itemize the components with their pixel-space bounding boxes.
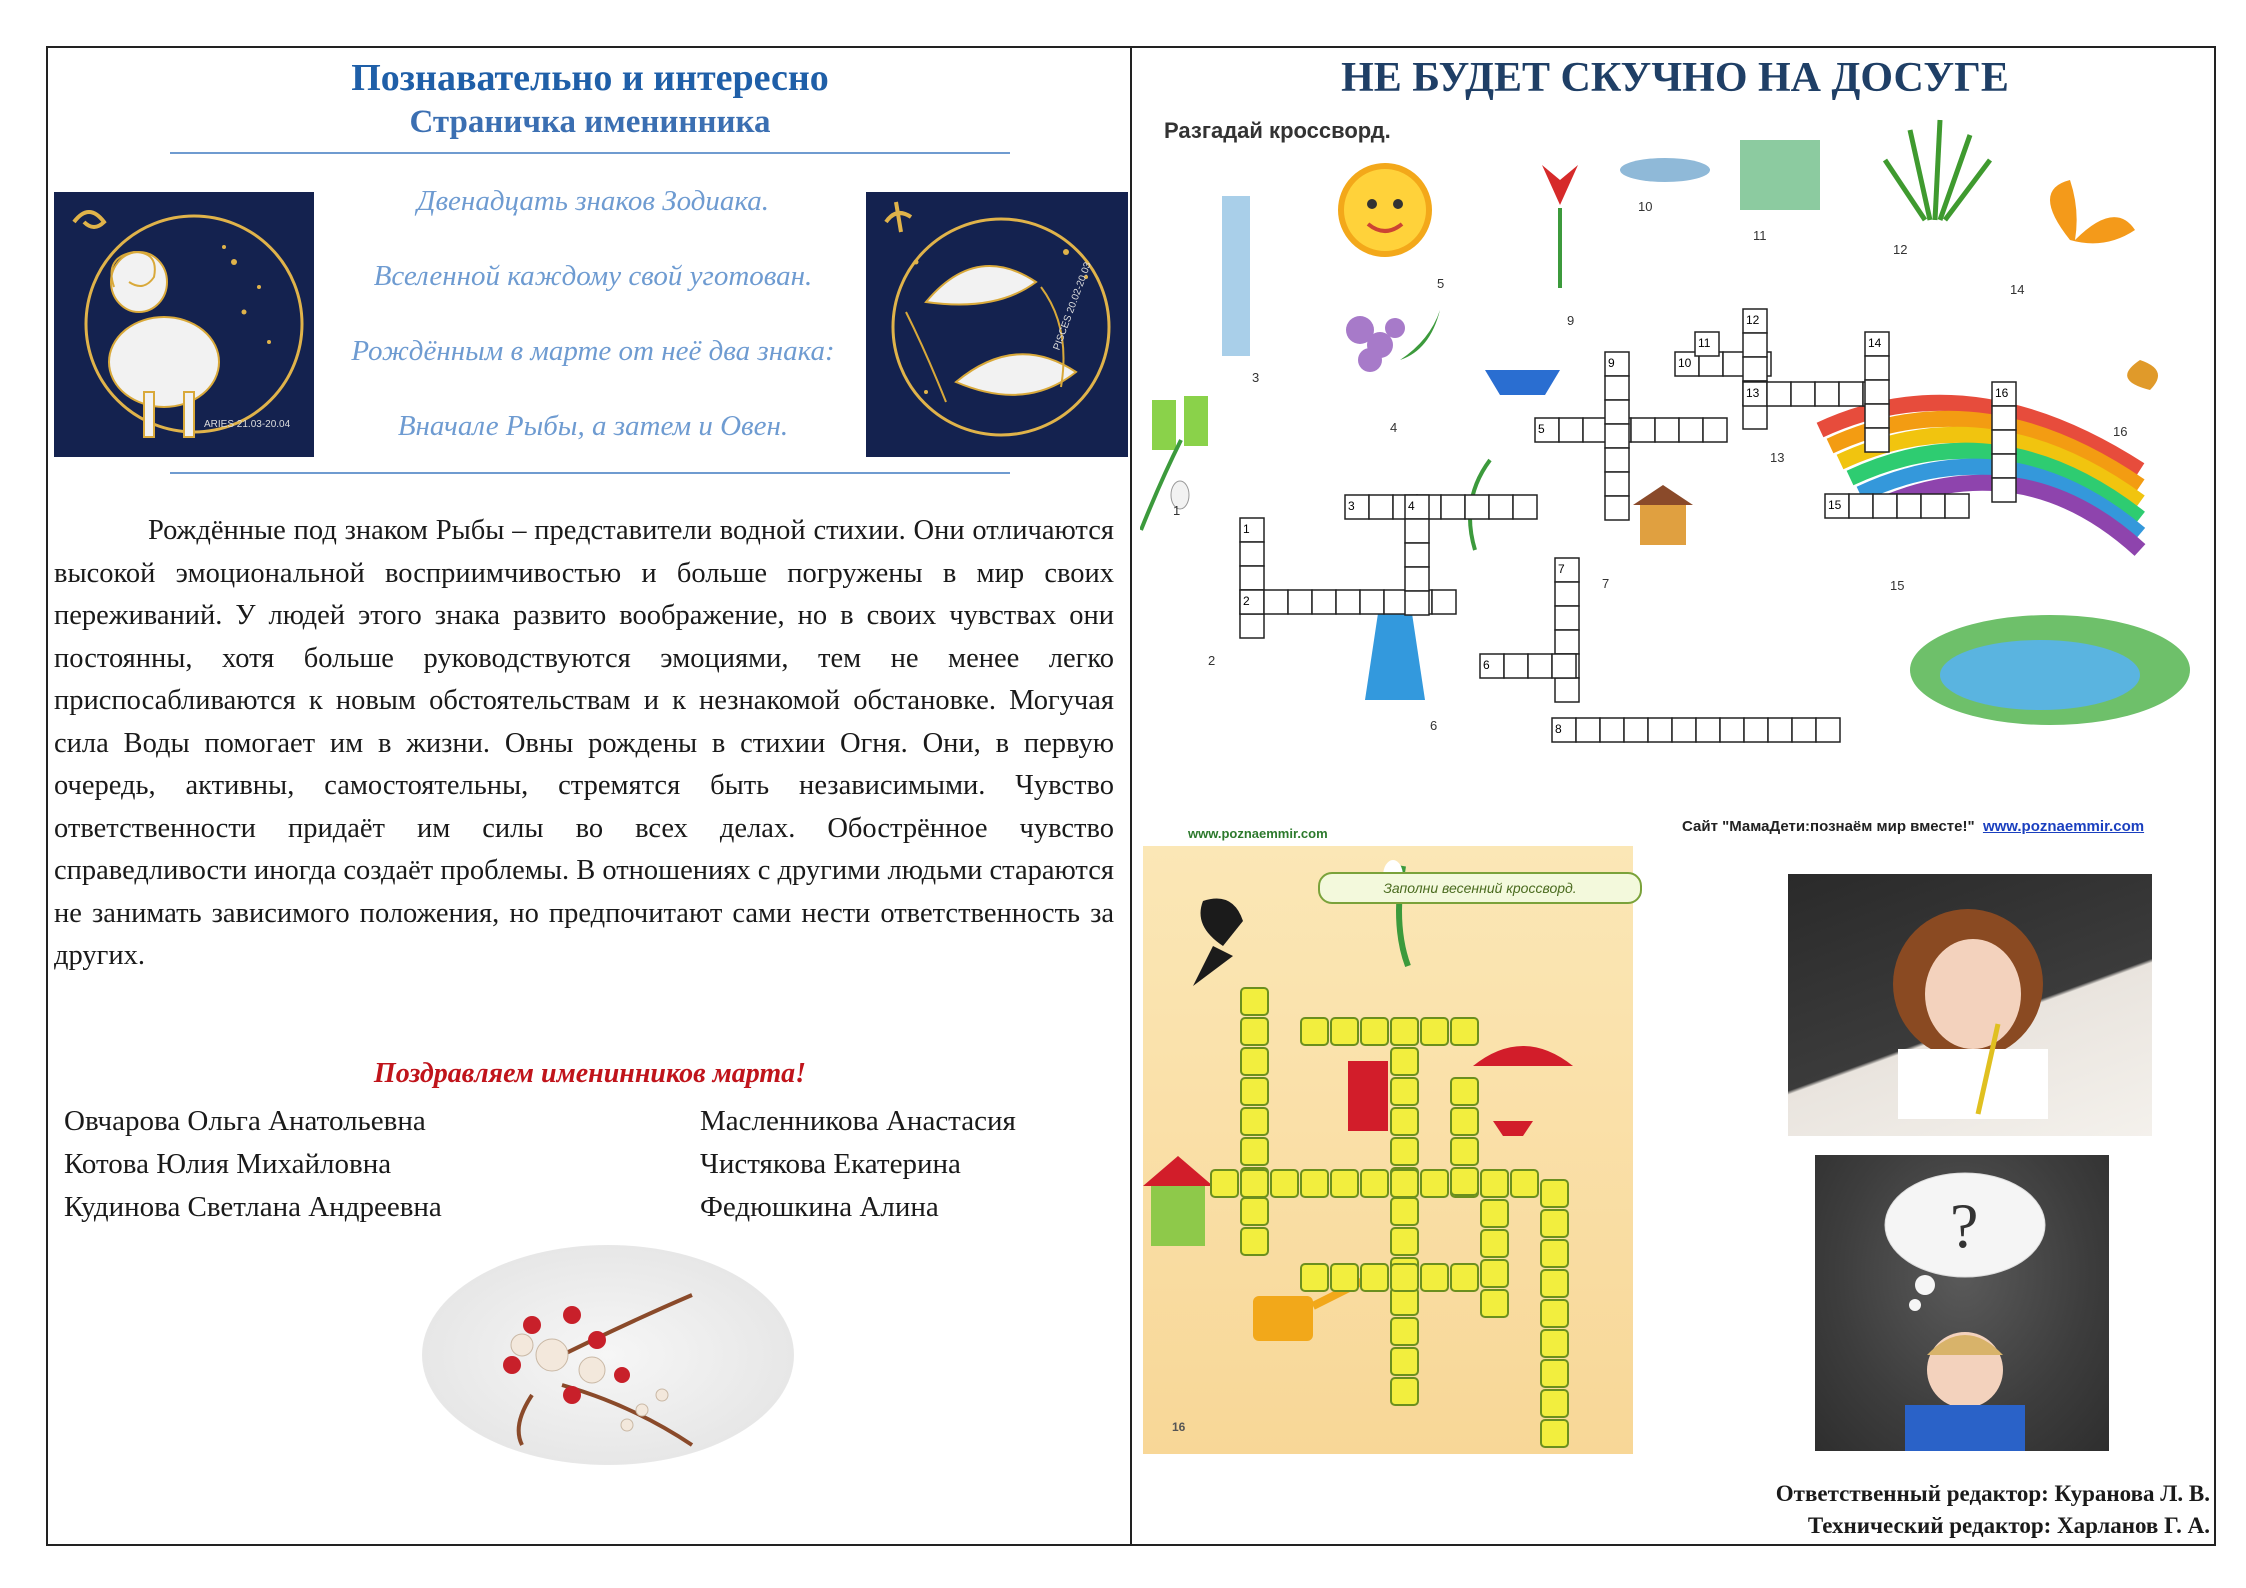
crossword-cell[interactable] bbox=[1583, 418, 1607, 442]
crossword-cell[interactable] bbox=[1897, 494, 1921, 518]
crossword-cell[interactable] bbox=[1264, 590, 1288, 614]
spring-cell[interactable] bbox=[1361, 1264, 1388, 1291]
spring-cell[interactable] bbox=[1451, 1078, 1478, 1105]
cell-number: 1 bbox=[1243, 522, 1250, 536]
clue-number: 3 bbox=[1252, 370, 1260, 385]
article-body: Рождённые под знаком Рыбы – представители водной стихии. Они отличаются высокой эмоциональной восприимчивостью и больше погружены в мир своих переживаний. У людей этого знака развито воображение, но в своих чувствах они постоянны, хотя больше руководствуются эмоциями, тем не менее легко приспосабливаются к новым обстоятельствам и к незнакомой обстановке. Могучая сила Воды помогает им в жизни. Овны рождены в стихии Огня. Они, в первую очередь, активны, самостоятельны, стремятся быть независимыми. Чувство ответственности придаёт им силы во всех делах. Обострённое чувство справедливости иногда создаёт проблемы. В отношениях с другими людьми стараются не занимать зависимого положения, но предпочитают сами нести ответственность за других. bbox=[54, 515, 1114, 971]
crossword-cell[interactable] bbox=[1992, 406, 2016, 430]
crossword-cell[interactable] bbox=[1768, 718, 1792, 742]
crossword-cell[interactable] bbox=[1816, 718, 1840, 742]
spring-cell[interactable] bbox=[1331, 1018, 1358, 1045]
clue-number: 16 bbox=[2113, 424, 2128, 439]
crossword-cell[interactable] bbox=[1555, 606, 1579, 630]
cell-number: 14 bbox=[1868, 336, 1882, 350]
crossword-cell[interactable] bbox=[1992, 454, 2016, 478]
stream-icon bbox=[1740, 140, 1820, 210]
spring-cell[interactable] bbox=[1511, 1170, 1538, 1197]
crossword-cell[interactable] bbox=[1432, 590, 1456, 614]
sun-icon bbox=[1341, 166, 1429, 254]
cell-number: 15 bbox=[1828, 498, 1842, 512]
crossword-cell[interactable] bbox=[1504, 654, 1528, 678]
cell-number: 16 bbox=[1995, 386, 2009, 400]
pisces-image bbox=[866, 192, 1128, 457]
crossword-cell[interactable] bbox=[1489, 495, 1513, 519]
names-column-2 bbox=[700, 1100, 1016, 1229]
butterfly-icon bbox=[2050, 180, 2135, 243]
spring-cell[interactable] bbox=[1241, 1018, 1268, 1045]
flower-brooch-icon bbox=[422, 1245, 794, 1465]
left-page-title: Познавательно и интересно bbox=[351, 57, 829, 99]
spring-cell[interactable] bbox=[1391, 1048, 1418, 1075]
cell-number: 4 bbox=[1408, 499, 1415, 513]
boot-icon bbox=[1348, 1061, 1388, 1131]
spring-cell[interactable] bbox=[1541, 1360, 1568, 1387]
spring-cell[interactable] bbox=[1391, 1018, 1418, 1045]
poem-line: Вселенной каждому свой уготован. bbox=[373, 260, 813, 292]
crossword-cell[interactable] bbox=[1865, 428, 1889, 452]
crossword-cell[interactable] bbox=[1672, 718, 1696, 742]
pisces-caption: PISCES 20.02-20.03 bbox=[1051, 260, 1094, 352]
crossword-cell[interactable] bbox=[1865, 380, 1889, 404]
crossword-cell[interactable] bbox=[1743, 333, 1767, 357]
cell-number: 13 bbox=[1746, 386, 1760, 400]
svg-text:?: ? bbox=[1950, 1190, 1979, 1261]
spring-cell[interactable] bbox=[1241, 1048, 1268, 1075]
crossword-cell[interactable] bbox=[1992, 478, 2016, 502]
congrats-heading: Поздравляем именинников марта! bbox=[373, 1058, 807, 1089]
birthday-name: Овчарова Ольга Анатольевна bbox=[64, 1105, 426, 1137]
spring-crossword-panel bbox=[1143, 846, 1633, 1454]
right-page-title: НЕ БУДЕТ СКУЧНО НА ДОСУГЕ bbox=[1341, 55, 2009, 101]
icicle-icon bbox=[1222, 196, 1250, 356]
crossword-cell[interactable] bbox=[1288, 590, 1312, 614]
crossword-cell[interactable] bbox=[1792, 718, 1816, 742]
spring-cell[interactable] bbox=[1481, 1290, 1508, 1317]
spring-cell[interactable] bbox=[1391, 1288, 1418, 1315]
crossword-cell[interactable] bbox=[1679, 418, 1703, 442]
crossword-cell[interactable] bbox=[1441, 495, 1465, 519]
spring-cell[interactable] bbox=[1241, 1198, 1268, 1225]
crossword-cell[interactable] bbox=[1605, 376, 1629, 400]
crossword-cell[interactable] bbox=[1865, 356, 1889, 380]
spring-cell[interactable] bbox=[1241, 988, 1268, 1015]
bee-icon bbox=[2127, 360, 2158, 390]
clue-number: 1 bbox=[1173, 503, 1181, 518]
crossword-cell[interactable] bbox=[1743, 405, 1767, 429]
spring-cell[interactable] bbox=[1241, 1138, 1268, 1165]
crossword-cell[interactable] bbox=[1839, 382, 1863, 406]
spring-cell[interactable] bbox=[1391, 1264, 1418, 1291]
left-page-subtitle: Страничка именинника bbox=[409, 104, 771, 140]
crossword-cell[interactable] bbox=[1655, 418, 1679, 442]
clue-number: 15 bbox=[1890, 578, 1905, 593]
spring-cell[interactable] bbox=[1391, 1138, 1418, 1165]
birdhouse-icon bbox=[1633, 485, 1693, 505]
spring-cell[interactable] bbox=[1451, 1168, 1478, 1195]
crossword-cell[interactable] bbox=[1600, 718, 1624, 742]
crossword-cell[interactable] bbox=[1767, 382, 1791, 406]
girl-icon bbox=[1788, 874, 2152, 1136]
spring-cell[interactable] bbox=[1271, 1170, 1298, 1197]
spring-cell[interactable] bbox=[1331, 1264, 1358, 1291]
spring-cell[interactable] bbox=[1391, 1108, 1418, 1135]
spring-cell[interactable] bbox=[1241, 1228, 1268, 1255]
swallow-icon bbox=[1193, 899, 1243, 987]
site-logo-text: www.poznaemmir.com bbox=[1188, 826, 1328, 841]
poem-line: Рождённым в марте от неё два знака: bbox=[351, 335, 835, 367]
crossword-cell[interactable] bbox=[1312, 590, 1336, 614]
crossword-cell[interactable] bbox=[1528, 654, 1552, 678]
crossword-cell[interactable] bbox=[1405, 567, 1429, 591]
crossword-cell[interactable] bbox=[1624, 718, 1648, 742]
editors-credits bbox=[1776, 1478, 2210, 1542]
pisces-icon bbox=[866, 192, 1128, 457]
crossword-cell[interactable] bbox=[1240, 542, 1264, 566]
spring-cell[interactable] bbox=[1541, 1210, 1568, 1237]
spring-cell[interactable] bbox=[1541, 1270, 1568, 1297]
crossword-cell[interactable] bbox=[1369, 495, 1393, 519]
birthday-name: Чистякова Екатерина bbox=[700, 1148, 961, 1180]
spring-crossword bbox=[1143, 846, 1633, 1454]
spring-cell[interactable] bbox=[1421, 1264, 1448, 1291]
spring-cell[interactable] bbox=[1211, 1170, 1238, 1197]
crossword-cell[interactable] bbox=[1605, 472, 1629, 496]
zodiac-poem bbox=[318, 180, 868, 480]
crossword-cell[interactable] bbox=[1873, 494, 1897, 518]
crossword-cell[interactable] bbox=[1405, 543, 1429, 567]
crossword-cell[interactable] bbox=[1555, 678, 1579, 702]
poem-line: Вначале Рыбы, а затем и Овен. bbox=[397, 410, 789, 442]
crossword-cell[interactable] bbox=[1865, 404, 1889, 428]
brooch-image bbox=[422, 1245, 794, 1465]
crossword-cell[interactable] bbox=[1465, 495, 1489, 519]
crossword-cell[interactable] bbox=[1791, 382, 1815, 406]
cell-number: 5 bbox=[1538, 422, 1545, 436]
birdhouse-icon bbox=[1143, 1156, 1213, 1246]
spring-cell[interactable] bbox=[1331, 1170, 1358, 1197]
spring-cell[interactable] bbox=[1541, 1300, 1568, 1327]
birthday-name: Кудинова Светлана Андреевна bbox=[64, 1191, 442, 1223]
crossword-cell[interactable] bbox=[1720, 718, 1744, 742]
crossword-caption: Разгадай кроссворд. bbox=[1164, 118, 1391, 143]
crossword-cell[interactable] bbox=[1631, 418, 1655, 442]
crossword-cell[interactable] bbox=[1605, 424, 1629, 448]
site-credit bbox=[1682, 818, 2144, 835]
spring-cell[interactable] bbox=[1391, 1198, 1418, 1225]
cell-number: 10 bbox=[1678, 356, 1692, 370]
spring-cell[interactable] bbox=[1391, 1170, 1418, 1197]
crossword-cell[interactable] bbox=[1360, 590, 1384, 614]
technical-editor: Технический редактор: Харланов Г. А. bbox=[1807, 1513, 2210, 1538]
crossword-1 bbox=[1140, 100, 2210, 840]
crossword-cell[interactable] bbox=[1555, 630, 1579, 654]
article-text bbox=[54, 510, 1114, 978]
paper-boat-icon bbox=[1493, 1121, 1533, 1136]
spring-cell[interactable] bbox=[1391, 1228, 1418, 1255]
birthday-name: Котова Юлия Михайловна bbox=[64, 1148, 392, 1180]
clue-number: 11 bbox=[1753, 228, 1767, 243]
spring-cell[interactable] bbox=[1481, 1200, 1508, 1227]
spring-cell[interactable] bbox=[1481, 1230, 1508, 1257]
clue-number: 4 bbox=[1390, 420, 1398, 435]
site-credit-text: Сайт "МамаДети:познаём мир вместе!" bbox=[1682, 818, 1975, 835]
aries-caption: ARIES 21.03-20.04 bbox=[204, 419, 291, 430]
crossword-cell[interactable] bbox=[1992, 430, 2016, 454]
spring-cell[interactable] bbox=[1451, 1138, 1478, 1165]
crossword-cell[interactable] bbox=[1240, 566, 1264, 590]
poem-line: Двенадцать знаков Зодиака. bbox=[417, 185, 769, 217]
cell-number: 2 bbox=[1243, 594, 1250, 608]
spring-cell[interactable] bbox=[1241, 1170, 1268, 1197]
clue-number: 2 bbox=[1208, 653, 1216, 668]
crossword-cell[interactable] bbox=[1405, 519, 1429, 543]
spring-cell[interactable] bbox=[1451, 1108, 1478, 1135]
site-link[interactable]: www.poznaemmir.com bbox=[1982, 818, 2145, 835]
spring-cell[interactable] bbox=[1541, 1420, 1568, 1447]
spring-cell[interactable] bbox=[1301, 1170, 1328, 1197]
crossword-cell[interactable] bbox=[1696, 718, 1720, 742]
cell-number: 12 bbox=[1746, 313, 1760, 327]
cell-number: 3 bbox=[1348, 499, 1355, 513]
cell-number: 11 bbox=[1698, 336, 1711, 350]
spring-cell[interactable] bbox=[1421, 1018, 1448, 1045]
spring-cell[interactable] bbox=[1541, 1180, 1568, 1207]
crossword-cell[interactable] bbox=[1648, 718, 1672, 742]
boat-icon bbox=[1485, 370, 1560, 395]
umbrella-icon bbox=[1473, 1046, 1573, 1066]
spring-cell[interactable] bbox=[1451, 1264, 1478, 1291]
cell-number: 9 bbox=[1608, 356, 1615, 370]
birthday-name: Федюшкина Алина bbox=[700, 1191, 939, 1223]
crossword-cell[interactable] bbox=[1703, 418, 1727, 442]
spring-cell[interactable] bbox=[1241, 1108, 1268, 1135]
spring-cell[interactable] bbox=[1481, 1170, 1508, 1197]
spring-cell[interactable] bbox=[1391, 1348, 1418, 1375]
spring-cell[interactable] bbox=[1481, 1260, 1508, 1287]
crossword-cell[interactable] bbox=[1405, 591, 1429, 615]
cell-number: 6 bbox=[1483, 658, 1490, 672]
clue-number: 12 bbox=[1893, 242, 1908, 257]
clue-number: 9 bbox=[1567, 313, 1575, 328]
boy-icon bbox=[1815, 1155, 2109, 1451]
page-number: 16 bbox=[1172, 1420, 1186, 1434]
lilac-icon bbox=[1346, 316, 1405, 372]
clue-number: 5 bbox=[1437, 276, 1445, 291]
spring-cell[interactable] bbox=[1361, 1018, 1388, 1045]
page-divider bbox=[1130, 46, 1132, 1546]
crossword-cell[interactable] bbox=[1552, 654, 1576, 678]
poem-rule bbox=[170, 472, 1010, 474]
clue-number: 14 bbox=[2010, 282, 2025, 297]
spring-cell[interactable] bbox=[1541, 1390, 1568, 1417]
aries-image bbox=[54, 192, 314, 457]
crossword-cell[interactable] bbox=[1743, 357, 1767, 381]
spring-cell[interactable] bbox=[1241, 1078, 1268, 1105]
spring-cell[interactable] bbox=[1391, 1378, 1418, 1405]
spring-cell[interactable] bbox=[1391, 1078, 1418, 1105]
cell-number: 8 bbox=[1555, 722, 1562, 736]
crossword-cell[interactable] bbox=[1513, 495, 1537, 519]
crossword-cell[interactable] bbox=[1945, 494, 1969, 518]
crossword-cell[interactable] bbox=[1605, 400, 1629, 424]
crossword-cell[interactable] bbox=[1605, 448, 1629, 472]
thinking-boy-photo bbox=[1815, 1155, 2109, 1451]
crossword-cell[interactable] bbox=[1555, 582, 1579, 606]
crossword-cell[interactable] bbox=[1921, 494, 1945, 518]
crossword-grid bbox=[1240, 309, 2016, 742]
title-rule bbox=[170, 152, 1010, 154]
spring-cell[interactable] bbox=[1301, 1018, 1328, 1045]
thinking-girl-photo bbox=[1788, 874, 2152, 1136]
spring-cell[interactable] bbox=[1451, 1018, 1478, 1045]
spring-cell[interactable] bbox=[1361, 1170, 1388, 1197]
crossword-cell[interactable] bbox=[1849, 494, 1873, 518]
crossword-cell[interactable] bbox=[1815, 382, 1839, 406]
clue-number: 10 bbox=[1638, 199, 1653, 214]
spring-cell[interactable] bbox=[1541, 1330, 1568, 1357]
birthday-name: Масленникова Анастасия bbox=[700, 1105, 1016, 1137]
clue-number: 7 bbox=[1602, 576, 1610, 591]
crossword-cell[interactable] bbox=[1605, 496, 1629, 520]
clue-number: 6 bbox=[1430, 718, 1438, 733]
clue-number: 13 bbox=[1770, 450, 1785, 465]
spring-cell[interactable] bbox=[1391, 1318, 1418, 1345]
spring-banner: Заполни весенний кроссворд. bbox=[1318, 872, 1642, 904]
cell-number: 7 bbox=[1558, 562, 1565, 576]
spring-cell[interactable] bbox=[1421, 1170, 1448, 1197]
puddle-icon bbox=[1620, 158, 1710, 182]
spring-cell[interactable] bbox=[1301, 1264, 1328, 1291]
grass-icon bbox=[1885, 120, 1990, 220]
tulip-icon bbox=[1542, 165, 1578, 205]
crossword-cell[interactable] bbox=[1576, 718, 1600, 742]
aries-icon bbox=[54, 192, 314, 457]
crossword-cell[interactable] bbox=[1559, 418, 1583, 442]
crossword-cell[interactable] bbox=[1336, 590, 1360, 614]
spring-cell[interactable] bbox=[1541, 1240, 1568, 1267]
names-column-1 bbox=[64, 1100, 442, 1229]
chief-editor: Ответственный редактор: Куранова Л. В. bbox=[1775, 1481, 2210, 1506]
crossword-cell[interactable] bbox=[1744, 718, 1768, 742]
crossword-cell[interactable] bbox=[1240, 614, 1264, 638]
